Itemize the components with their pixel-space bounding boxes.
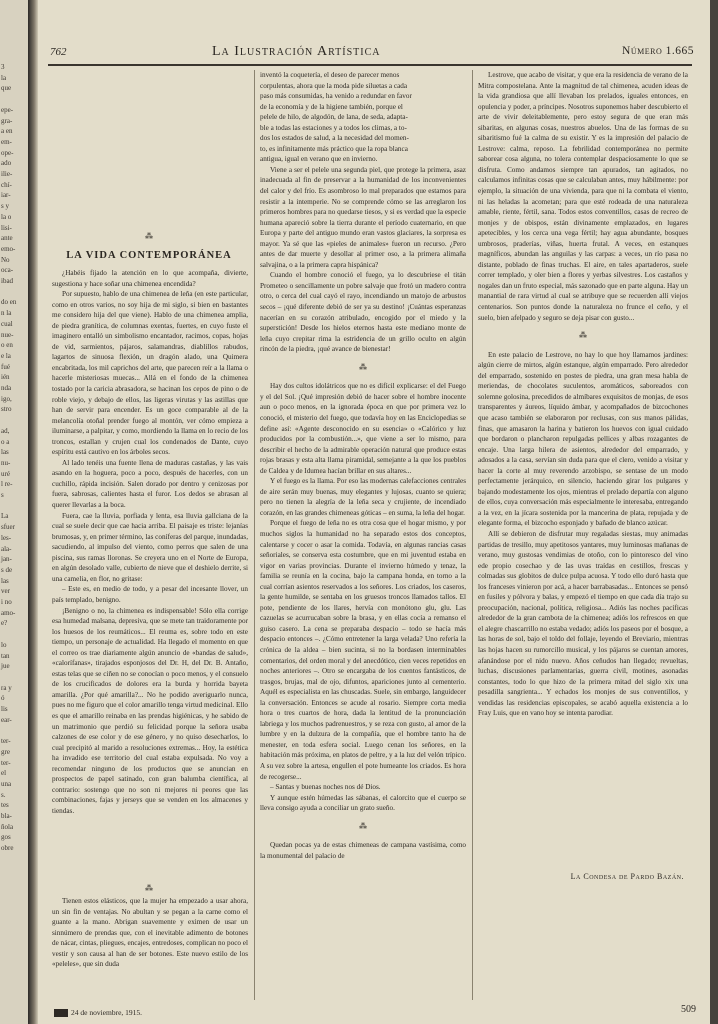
prev-page-fragment: gos	[1, 833, 11, 842]
prev-page-fragment: ilie-	[1, 170, 13, 178]
text-line: inventó la coquetería, el deseo de parecer menos	[260, 71, 400, 79]
paragraph: Por supuesto, hablo de una chimenea de leña (en este particular, como en otros varios, no soy hija de mi siglo, si bien en bastantes me considero hija del que viene). Hablo de una chimenea amplia, de piedra granítica, de columnas exentas, fuertes, en cuyo fuste el imaginero entalló un simbolismo encantador, racimos, copas, hojas de vid, sarmientos, pájaros, salamandras, diablillos rabudos, lagartos de sinuosa flexión, un dragón alado, una Quimera encabritada, los mil caprichos del arte, que parecen reír a la llama o hacerle misteriosas muecas... Allá en el fondo de la chimenea tostado por la caricia abrasadora, se hacinan los cepos de pino o de roble viejo, y debajo de ellos, las ligeras virutas y las astillas que han de servir para encender. Es un goce comparable al de la melancolía otoñal prender fuego al montón, ver cómo empieza a iluminarse, a palpitar, y como, mordiendo la llama en lo recio de los troncos, estallan y crujen cual los condenados de Dante, cuyo espíritu está cautivo en los árboles secos.	[52, 290, 248, 457]
prev-page-fragment: una	[1, 779, 12, 788]
paragraph: ¿Habéis fijado la atención en lo que acompaña, divierte, sugestiona y hace soñar una chimenea encendida?	[52, 269, 248, 288]
prev-page-fragment: No	[1, 255, 10, 264]
section-stars: ⁂	[579, 331, 587, 341]
background-edge	[710, 0, 718, 1024]
prev-page-fragment: emo-	[1, 244, 16, 253]
prev-page-fragment: ear-	[1, 715, 12, 724]
prev-page-fragment: igo,	[1, 394, 12, 403]
prev-page-fragment: jan-	[1, 555, 12, 564]
prev-page-fragment: ver	[1, 587, 10, 596]
prev-page-fragment: ñola	[1, 822, 14, 831]
prev-page-fragment: las	[1, 576, 9, 585]
prev-page-fragment: la	[1, 73, 7, 82]
prev-page-fragment: i no	[1, 598, 12, 606]
prev-page-fragment: s y	[1, 202, 9, 211]
prev-page-fragment: l re-	[1, 480, 13, 489]
prev-page-fragment: uré	[1, 469, 10, 478]
prev-page-fragment: la o	[1, 212, 12, 221]
text-line: antigua, igual en verano que en invierno.	[260, 155, 378, 164]
text-line: ble a todas las estaciones y a todos los climas, a to-	[260, 123, 407, 132]
paragraph: Y el fuego es la llama. Por eso las modernas calefacciones centrales de aire serán muy buenas, muy elegantes y lujosas, cuanto se quiera; pero no tienen la alegría de la leña seca y crujiente, de incendiado corazón, en las grandes chimeneas góticas – en suma, la leña del hogar.	[260, 477, 466, 517]
prev-page-fragment: lo	[1, 640, 7, 649]
text-line: de la economía y de la higiene también, porque el	[260, 102, 403, 111]
paragraph: – Santas y buenas noches nos dé Dios.	[270, 783, 381, 792]
footer-date-text: 24 de noviembre, 1915.	[71, 1008, 143, 1017]
prev-page-fragment: nue-	[1, 330, 14, 339]
prev-page-fragment: nu-	[1, 458, 11, 467]
prev-page-fragment: e?	[1, 619, 8, 628]
paragraph: ¡Benigno o no, la chimenea es indispensable! Sólo ella corrige esa humedad malsana, depresiva, que se mete tan traidoramente por los huesos de los reumáticos... El reuma es, sobre todo en este tiempo, un personaje de actualidad. Ha llegado el momento en que el correo os trae diariamente algún anuncio de «bandas de salud», «calorífanas», tirajados esponjosos del Dr. H, del Dr. B. Antaño, estas telas que se ciñen no se conocían o poco menos, y el consuelo de los crucificados de dolores era la burda y horrida bayeta amarilla. ¿Por qué amarilla?... No he podido averiguarlo nunca, pues no me figuro que el color amarillo tenga virtud medicinal. Ello es que el amarillo reinaba en las prendas higiénicas, y he sabido de un matrimonio que perdió su felicidad porque la señora usaba calzones de ese color y de ese género, y no quiso desecharlos, lo cual precipitó al marido a resoluciones extremas... Hoy, la estética ha invadido ese territorio del cual estaba expulsada. No voy a recomendar ninguno de los productos que se anuncian en prospectos de papel satinado, con gran balumba científica, al contrario: sostengo que no son ni mejores ni peores que las combinaciones, fajas y jerseys que se venden en los almacenes y tiendas.	[52, 606, 248, 815]
prev-page-fragment: ién	[1, 373, 10, 382]
publisher-mark-icon	[54, 1009, 68, 1017]
prev-page-fragment: 3	[1, 63, 5, 71]
section-title: LA VIDA CONTEMPORÁNEA	[66, 250, 232, 261]
prev-page-fragment: o en	[1, 341, 13, 350]
prev-page-fragment: e la	[1, 351, 11, 360]
page-number-left: 762	[50, 46, 67, 58]
prev-page-fragment: oca-	[1, 266, 14, 275]
prev-page-fragment: chí-	[1, 180, 12, 189]
text-line: to, es infinitamente más práctico que la ropa blanca	[260, 144, 408, 153]
prev-page-fragment: iar-	[1, 191, 11, 200]
section-stars: ⁂	[359, 362, 367, 372]
text-line: dos los estados de salud, a la necesidad del momen-	[260, 134, 409, 143]
column-divider	[254, 70, 255, 1000]
paragraph: Y aunque estén húmedas las sábanas, el calorcito que el cuerpo se lleva consigo ayuda a conciliar un grato sueño.	[260, 793, 466, 813]
paragraph: Cuando el hombre conoció el fuego, ya lo descubriese el titán Prometeo o sencillamente un pobre salvaje que frotó un madero contra otro, o cerca del cual cayó el rayo, incendiando un matojo de arbustos secos – ¡qué diferente debió de ser ya su destino! ¡Cuántas esperanzas nacerían en su corazón atribulado, encogido por el miedo y la superstición! Desde los hielos eternos hasta este mediano monte de leña cuyo crepitar rima la estridencia de un grillo oculto en algún rincón de la piedra, ¡qué avance de bienestar!	[260, 271, 466, 354]
issue-number: Número 1.665	[622, 45, 694, 57]
text-line: corpulentas, ahora que la moda pide siluetas a cada	[260, 81, 408, 90]
paragraph: En este palacio de Lestrove, no hay lo que hoy llamamos jardines: algún cierre de mirtos, algún estanque, algún emparrado. Pero alrededor del emparrado, sostenido en postes de piedra, una gran mesa habla de meriendas, de chocolates suculentos, aromáticos, saboreados con solemne golosina, precedidos de almíbares exquisitos de monjas, de esos transparentes y áureos, líquido ámbar, y acompañados de bizcochones que acaso también se elaboraron por reclusas, con sus manos pálidas, finas, que amasaron la harina y batieron los huevos con igual cuidado que bordaron o plancharon repulgadas pellices y albas rozagantes de encaje. Una larga hilera de asientos, alrededor del emparrado, y adosados a la casa, servían sin duda para que el clero, venido a visitar y hacer la corte al muy reverendo arzobispo, se sentase de un modo perfectamente jerárquico, en silencio, haciendo girar los pulgares y bajando modestamente los ojos, mientras el prelado departía con alguno de ellos, cuya conversación más especialmente le interesaba, entregando a la vez, en la jícara sostenida por la mancerina de plata, repujada y de elegante forma, el bizcocho esponjado y bañado de blanco azúcar.	[478, 350, 688, 528]
prev-page-fragment: fué	[1, 362, 10, 371]
previous-page-edge	[0, 0, 28, 1024]
paragraph: Al lado tenéis una fuente llena de maduras castañas, y las vais asando en la hoguera, poco a poco, después de hacerles, con un cuchillo, rápida incisión. Salen dorado por dentro y cenizosas por fuera, sabrosas, calientes hasta el furor. Los dedos se abrasan al querer llevarlas a la boca.	[52, 458, 248, 510]
running-title: La Ilustración Artística	[212, 44, 381, 59]
section-stars: ⁂	[359, 821, 367, 831]
prev-page-fragment: em-	[1, 137, 12, 146]
footer-date	[54, 1008, 142, 1017]
prev-page-fragment: ó	[1, 694, 5, 703]
prev-page-fragment: obre	[1, 844, 14, 853]
paragraph: Quedan pocas ya de estas chimeneas de campana vastísima, como la monumental del palacio de	[260, 841, 466, 860]
prev-page-fragment: les-	[1, 533, 12, 542]
prev-page-fragment: ter-	[1, 737, 11, 746]
prev-page-fragment: s de	[1, 565, 13, 574]
prev-page-fragment: ad,	[1, 426, 10, 435]
prev-page-fragment: epe-	[1, 105, 14, 114]
prev-page-fragment: lis	[1, 705, 8, 713]
column-left-bottom	[52, 896, 248, 1002]
prev-page-fragment: s.	[1, 790, 6, 799]
prev-page-fragment: ala-	[1, 544, 12, 553]
page-header	[38, 42, 710, 64]
prev-page-fragment: tes	[1, 801, 9, 810]
paragraph: Lestrove, que acabo de visitar, y que era la residencia de verano de la Mitra compostelana. Ante la magnitud de tal chimenea, acuden ideas de la vida grandiosa que allí llevaban los prelados, iguales entonces, en opulencia y poder, a príncipes. Nosotros suponemos haber descubierto el arte de vivir deleitablemente, pero estoy segura de que eran más sibaritas, en algunas cosas, nuestros abuelos. Una de las formas de su sibaritismo fué la calma de su existir. Y es la impresión del palacio de Lestrove: calma, reposo. La febrilidad contemporánea no permite saborear cosa alguna, no tolera contemplar despaciosamente lo que se disfruta. Como andamos siempre tan apurados, tan agitados, no calculamos infinitas cosas que se calculaban antes, muy hábilmente: por ejemplo, la situación de una vivienda, para que ni la combata el viento, ni las heladas la acometan; para que esté rodeada de una naturaleza amable, riente, fértil, sana. Todos estos conventillos, casas de recreo de monjes y de obispos, están divinamente emplazados, en lugares apetecibles, y los cerca una vega fértil; hay agua abundante, bosques umbrosos, praderías, viñas, huerta frutal. A veces, en estanques magníficos, abundan las anguilas y las carpas: a veces, un río pasa no distante, poblado de finas truchas. El aire, en tales apartaderos, suele correr templado, y oler bien a flores y yerbas silvestres. Los castaños y nogales dan un fruto especial, más sazonado que en parte alguna. Hay un manantial de rara virtud al cual se atribuye que se recuerden allí viejos centenarios. Son puntos donde la naturaleza no frunce el ceño, y el suelo, bien afelpado y seguro se deja pisar con gusto...	[478, 71, 688, 322]
prev-page-fragment: o a	[1, 437, 10, 446]
paragraph: Viene a ser el pelele una segunda piel, que protege la primera, asaz inadecuada al fin de preservar a la humanidad de los inconvenientes del calor y del frío. Es asombroso lo mal preparados que estamos para resistir a la intemperie. No se comprende cómo se las arreglaron los primeros hombres para no quedarse tiesos, y si es verdad que la especie humana apareció sobre la tierra durante el período cuaternario, en que Europa y parte del antiguo mundo eran vastos glaciares, la sorpresa es mayor. Ya sé que las «pieles de animales» fueron un recurso. ¿Pero antes de dar muerte y desollar al primer oso, a la primera alimaña salvajina, o a la primera capra hispánica?	[260, 165, 466, 269]
text-line: pelele de hilo, de algodón, de lana, de seda, adapta-	[260, 113, 408, 122]
paragraph: – Este es, en medio de todo, y a pesar del incesante llover, un país templado, benigno.	[52, 585, 248, 604]
column-divider	[472, 70, 473, 1000]
section-stars: ⁂	[145, 884, 153, 893]
prev-page-fragment: do en	[1, 298, 17, 307]
prev-page-fragment: las	[1, 448, 9, 457]
prev-page-fragment: a en	[1, 127, 13, 136]
prev-page-fragment: La	[1, 512, 9, 521]
prev-page-fragment: ter-	[1, 758, 11, 767]
prev-page-fragment: stro	[1, 405, 12, 414]
author-signature: La Condesa de Pardo Bazán.	[570, 872, 684, 881]
prev-page-fragment: ibad	[1, 277, 14, 285]
column-left	[52, 268, 248, 884]
prev-page-fragment: ope-	[1, 148, 14, 157]
prev-page-fragment: lisi-	[1, 223, 12, 232]
prev-page-fragment: s	[1, 491, 4, 499]
paragraph: Porque el fuego de leña no es otra cosa que el hogar mismo, y por muchos siglos la humanidad no ha separado estos dos conceptos, calentarse y cocer o asar la comida. Todavía, en algunas rancias casas señoriales, se conserva esta costumbre, que en mi juventud estaba en vigor en varias provincias. Durante el invierno húmedo y tenaz, la familia se reunía en la cocina, bajo la campana honda, en torno a la cual corrían asientos reservados a los señores. Los criados, los caseros, la gente humilde, se sentaba en los gruesos troncos llamados tallos. El pote, pendiente de los llares, hervía con monótono glu, glu. Las cazuelas se acurrucaban sobre la brasa, y en ellas cocía a remanso el guiso casero. La cena se preparaba despacio – todo se hacía más despacio entonces –. ¿Cómo entretener la larga velada? Uno refería la crónica de la aldea – bien sucinta, si no la bordasen interminables comentarios, del orden moral y del anecdótico, cien veces repetidos en noches anteriores –. Otro se encargaba de los cuentos fantásticos, de trasgos, brujas, mal de ojo, difuntos, apariciones junto al cementerio. Aquél es especialista en las chuscadas. Suele, sin embargo, languidecer la conversación. Entonces se acude al rosario. Siempre corta media hora o tres cuartos de hora, dada la lentitud de la pronunciación labriega y los muchos padrenuestros, y se reza con gusto, al amor de la lumbre y en la dulzura de la compañía, que el hombre tanto ha de menester, en toda esfera social. Luego cenan los señores, en la habitación más próxima, en platos de peltre, y a la luz del velón trípico. A su vez sobre la artesa, engullen el pote humeante los criados. Es hora de recogerse...	[260, 519, 466, 781]
prev-page-fragment: n la	[1, 309, 12, 318]
magazine-page	[38, 0, 710, 1024]
header-rule	[48, 64, 692, 66]
paragraph: Fuera, cae la lluvia, porfiada y lenta, esa lluvia gallciana de la cual se suele decir que cae hacia arriba. El paisaje es triste: lejanías brumosas, y, en primer término, las coníferas del parque, inundadas, sacudiendo, al impulso del viento, como perros que salen de una piscina, sus ramas lloronas. Se creyera uno en el Norte de Europa, en algún desolado valle, cubierto de nieve que el deshielo derrite, si una camelia, en flor, no gritase:	[52, 511, 248, 583]
book-gutter	[28, 0, 38, 1024]
prev-page-fragment: sfuer	[1, 523, 15, 532]
prev-page-fragment: ado	[1, 159, 12, 168]
prev-page-fragment: nda	[1, 384, 12, 392]
prev-page-fragment: bla-	[1, 812, 12, 820]
prev-page-fragment: el	[1, 769, 7, 778]
prev-page-fragment: gre	[1, 747, 10, 756]
paragraph: Tienen estos elásticos, que la mujer ha empezado a usar ahora, un sin fin de ventajas. No abultan y se pegan a la carne como el guante a la mano. Abrigan suavemente y eximen de usar un sinnúmero de prendas que, con el inevitable adimento de botones de nácar, cintas, pliegues, encajes, entredoses, complican no poco el vestir y son causa al han de ser botones. Este nuevo estilo de los «peleles», que sin duda	[52, 897, 248, 969]
column-middle	[260, 70, 466, 1002]
section-stars-top: ⁂	[145, 232, 153, 241]
prev-page-fragment: ante	[1, 234, 13, 243]
prev-page-fragment: que	[1, 84, 12, 93]
prev-page-fragment: gra-	[1, 116, 13, 125]
prev-page-fragment: amo-	[1, 608, 16, 617]
paragraph: Allí se debieron de disfrutar muy regaladas siestas, muy animadas partidas de tresillo, muy apetitosos yantares, muy luminosas mañanas de verano, muy gustosas vendimias de otoño, con lo pintoresco del vino ede propio cosechao y de las uvas traídas en cestillos, frescas y colmadas sus globitos de dulce pulpa acuosa. Y todo ello duró hasta que los franceses vinieron por acá, a hacer barrabasadas... Entonces se pensó en fusiles y pólvora y balas, y empezó el tiempo en que cada día trajo su preocupación, nacional, política, religiosa... Adiós las noches pacíficas alrededor de la gran cambota de la chimenea; adiós los refrescos en que el alegre chascarrillo no estaba vedado; adiós los paseos por el bosque, a las horas de sol, bajo el toldo del follaje, leyendo el Breviario, mientras las hojas hacen su rumorcillo musical, y los pájaros se cuentan amores, afanándose por el nido nuevo. Años ceñudos han llegado; revueltas, luchas, discusiones parlamentarias, guerra civil, motines, asonadas constantes, todo lo que hizo de la primera mitad del siglo xix una pesadilla sangrienta... Y echados los monjes de sus conventillos, y vendidas las residencias episcopales, se acabó aquella existencia a lo Fray Luis, que en vano hoy se intenta parodiar.	[478, 529, 688, 718]
prev-page-fragment: ra y	[1, 683, 12, 692]
column-right	[478, 70, 688, 868]
text-line: paso más consumidas, ha venido a redundar en favor	[260, 92, 412, 101]
prev-page-fragment: tan	[1, 651, 10, 660]
page-number-right: 509	[681, 1004, 696, 1015]
prev-page-fragment: cual	[1, 319, 13, 328]
paragraph: Hay dos cultos idolátricos que no es difícil explicarse: el del Fuego y el del Sol. ¡Qué impresión debió de hacer sobre el hombre inocente aun o poco menos, en la ignorada época en que por primera vez lo conoció, el misterio del fuego, que todavía hoy en las Enciclopedias se define así: «Agente desconocido en su esencia» o «Calórico y luz producidos por la combustión...», que viene a ser lo mismo, para describir el hecho de la admirable operación natural que produce estas rojas brasas y esta alta llama piramidal, semejante a la que los pueblos de Caldea y de Idumea hacían brillar en sus altares...	[260, 382, 466, 475]
prev-page-fragment: jue	[1, 662, 10, 671]
